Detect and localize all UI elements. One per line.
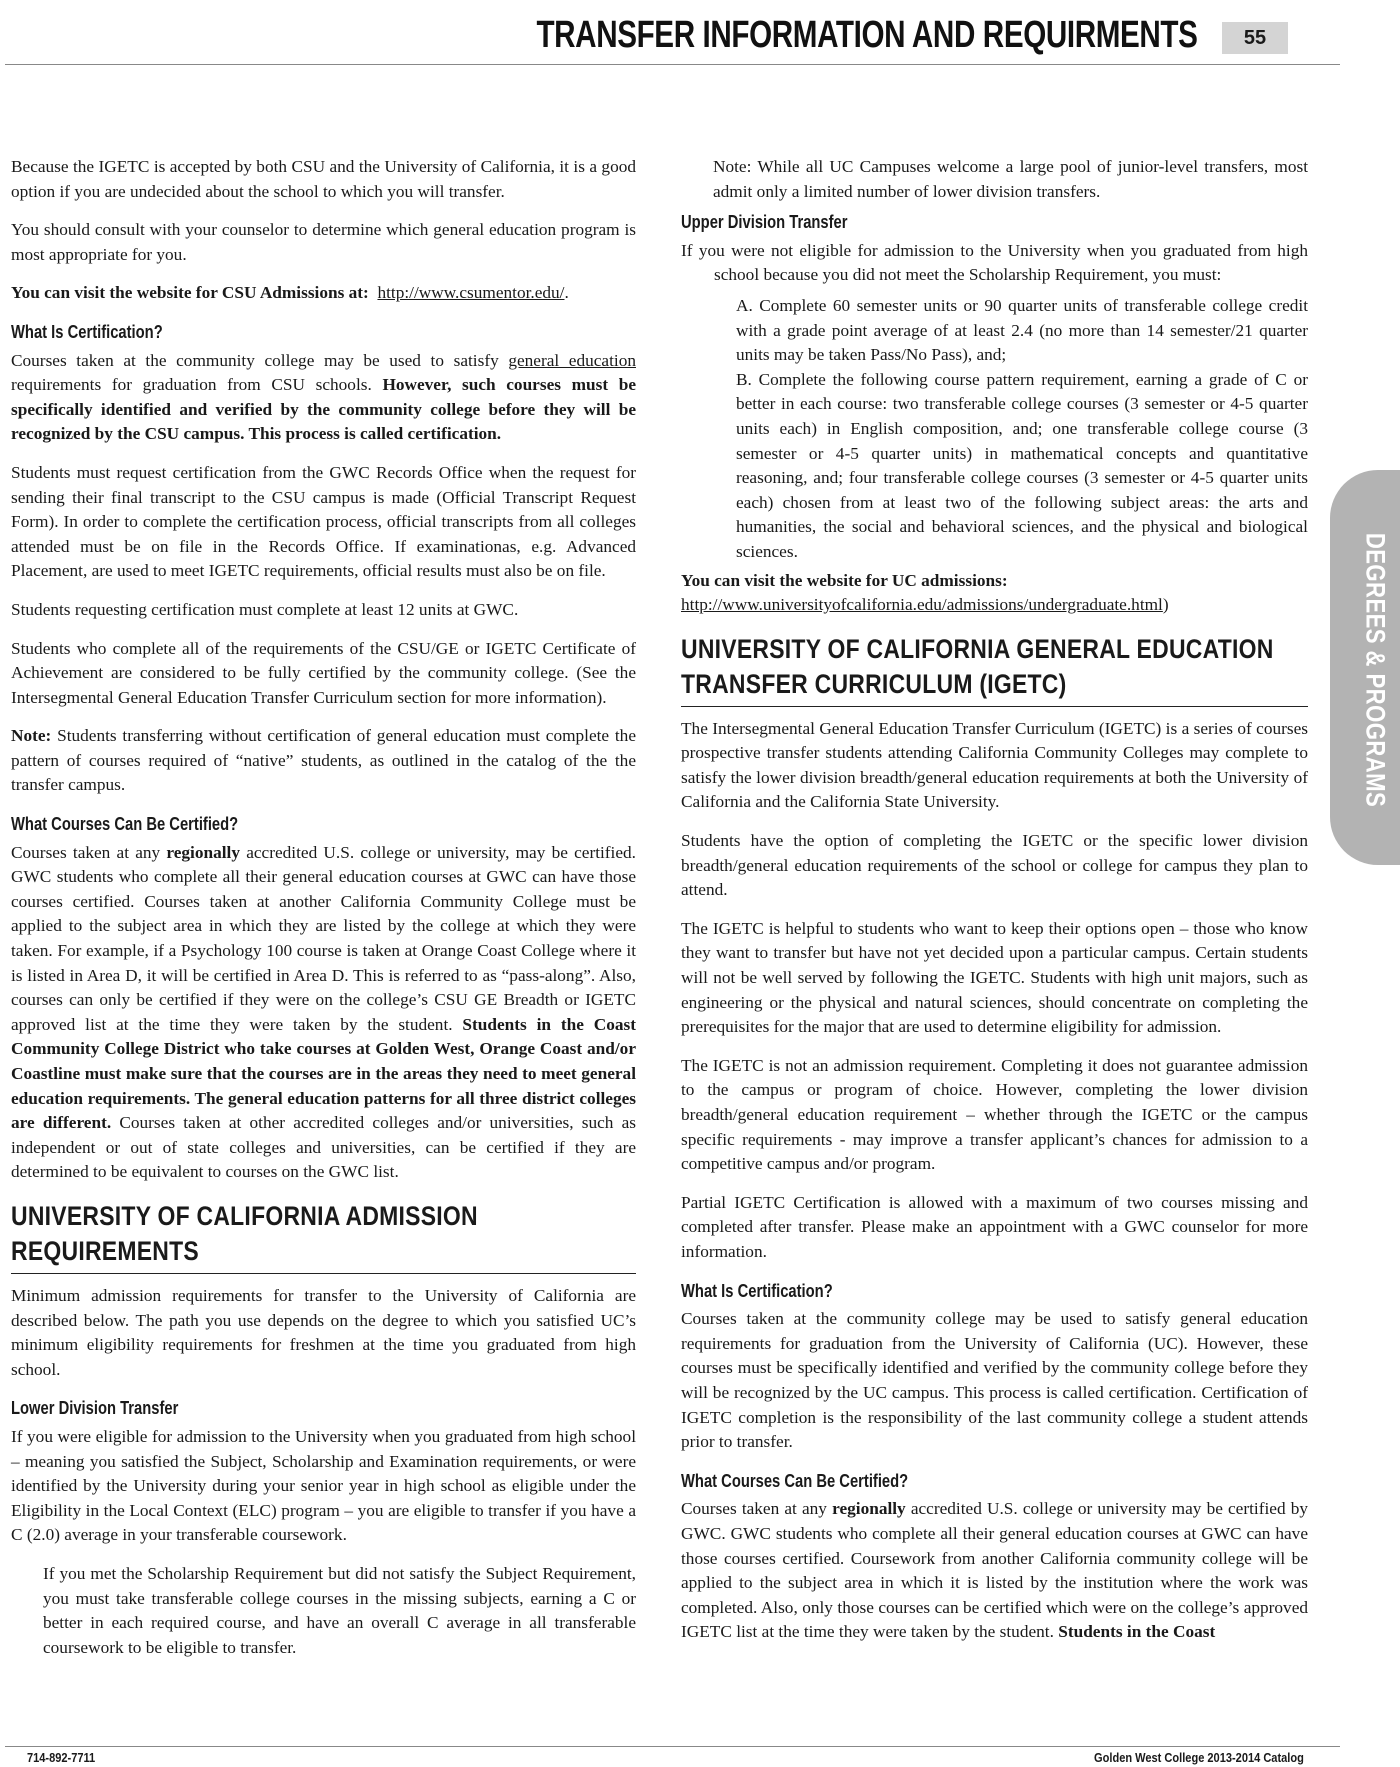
igetc-paragraph-1: The Intersegmental General Education Transfer Curriculum (IGETC) is a series of courses prospective transfer students attending California Community Colleges may complete to satisfy the lower division breadth/general education requirements at both the University of California and the California State University. <box>681 718 1308 812</box>
fully-certified-paragraph: Students who complete all of the requirements of the CSU/GE or IGETC Certificate of Achievement are considered to be fully certified by the community college. (See the Intersegmental General Education Transfer Curriculum section for more information). <box>11 638 636 707</box>
footer-divider <box>5 1746 1340 1747</box>
uc-certification-paragraph: Courses taken at the community college may be used to satisfy general education requirements for graduation from the University of California (UC). However, these courses must be specifically identified and verified by the community college before they will be recognized by the UC campus. This process is called certification. Certification of IGETC completion is the responsibility of the last community college a student attends prior to transfer. <box>681 1309 1308 1452</box>
partial-igetc-paragraph: Partial IGETC Certification is allowed with a maximum of two courses missing and completed after transfer. Please make an appointment with a GWC counselor for more information. <box>681 1192 1308 1261</box>
right-column <box>681 155 1308 1659</box>
courses-text-c: Courses taken at other accredited colleges and/or universities, such as independent or out of state colleges and universities, can be certified if they are determined to be equivalent to courses on the GWC list. <box>11 1113 636 1182</box>
footer-phone: 714-892-7711 <box>27 1750 96 1765</box>
intro-paragraph: Because the IGETC is accepted by both CSU and the University of California, it is a good option if you are undecided about the school to which you will transfer. <box>11 157 636 201</box>
section-heading-line-2: TRANSFER CURRICULUM (IGETC) <box>681 668 1067 699</box>
courses-bold-regionally: regionally <box>832 1499 906 1519</box>
section-divider <box>11 1273 636 1274</box>
upper-division-paragraph: If you were not eligible for admission to the University when you graduated from high school because you did not meet the Scholarship Requirement, you must: <box>681 240 1308 285</box>
note-text: Students transferring without certification of general education must complete the pattern of courses required of “native” students, as outlined in the catalog of the the transfer campus. <box>11 726 636 795</box>
igetc-paragraph-2: Students have the option of completing the IGETC or the specific lower division breadth/general education requirements of the school or college for campus they plan to attend. <box>681 831 1308 900</box>
igetc-paragraph-4: The IGETC is not an admission requirement. Completing it does not guarantee admission to the campus or program of choice. However, completing the lower division breadth/general education requirement – whether through the IGETC or the campus specific requirements - may improve a transfer applicant’s chances for admission to a competitive campus and/or program. <box>681 1055 1308 1174</box>
uc-website-label: You can visit the website for UC admissions: <box>681 570 1008 590</box>
uc-website-line <box>681 569 1308 618</box>
page-number: 55 <box>1222 22 1288 54</box>
subheading-what-is-certification: What Is Certification? <box>11 321 163 342</box>
courses-paragraph <box>11 841 636 1185</box>
section-divider <box>681 706 1308 707</box>
scholarship-paragraph: If you met the Scholarship Requirement but did not satisfy the Subject Requirement, you must take transferable college courses in the missing subjects, earning a C or better in each required course, and have an overall C average in all transferable coursework to be eligible to transfer. <box>43 1563 636 1657</box>
page-title: TRANSFER INFORMATION AND REQUIRMENTS <box>536 14 1198 56</box>
section-heading-line-1: UNIVERSITY OF CALIFORNIA GENERAL EDUCATION <box>681 633 1274 664</box>
request-certification-paragraph: Students must request certification from the GWC Records Office when the request for sending their final transcript to the CSU campus is made (Official Transcript Request Form). In order to complete the certification process, official transcripts from all colleges attended must be on file in the Records Office. If examinationas, e.g. Advanced Placement, are used to meet IGETC requirements, official results must also be on file. <box>11 462 636 581</box>
courses-text-b: accredited U.S. college or university may be certified by GWC. GWC students who complete all their general education courses at GWC can have those courses certified. Coursework from another California community college will be applied to the subject area in which it is listed by the institution where the work was completed. Also, only those courses can be certified which were on the college’s approved IGETC list at the time they were taken by the student. <box>681 1499 1309 1642</box>
lower-division-paragraph: If you were eligible for admission to the University when you graduated from high school – meaning you satisfied the Subject, Scholarship and Examination requirements, or were identified by the University during your senior year in high school as eligible under the Eligibility in the Local Context (ELC) program – you are eligible to transfer if you have a C (2.0) average in your transferable coursework. <box>11 1426 636 1545</box>
page-header <box>0 0 1400 66</box>
cert-text-bold: However, such courses must be specifically identified and verified by the community college before they will be recognized by the CSU campus. This process is called certification. <box>11 375 637 444</box>
subheading-what-courses: What Courses Can Be Certified? <box>11 814 239 835</box>
list-item-a: A. Complete 60 semester units or 90 quarter units of transferable college credit with a grade point average of at least 2.4 (no more than 14 semester/21 quarter units may be taken Pass/No Pass), and; <box>736 295 1308 365</box>
csu-website-link[interactable]: http://www.csumentor.edu/ <box>377 283 565 303</box>
general-education-link[interactable]: general education <box>508 350 636 370</box>
uc-note-paragraph: Note: While all UC Campuses welcome a large pool of junior-level transfers, most admit only a limited number of lower division transfers. <box>713 157 1308 201</box>
header-divider <box>5 64 1340 65</box>
csu-website-label: You can visit the website for CSU Admissions at: <box>11 283 369 303</box>
section-heading-uc-admission <box>11 1199 638 1269</box>
minimum-requirements-paragraph: Minimum admission requirements for transfer to the University of California are described below. The path you use depends on the degree to which you satisfied UC’s minimum eligibility requirements for freshmen at the time you graduated from high school. <box>11 1285 636 1379</box>
cert-text-a: Courses taken at the community college may be used to satisfy <box>11 350 509 370</box>
subheading-what-is-certification: What Is Certification? <box>681 1280 833 1301</box>
csu-website-end: . <box>564 283 569 303</box>
uc-website-link[interactable]: http://www.universityofcalifornia.edu/admissions/undergraduate.html <box>681 595 1163 615</box>
twelve-units-paragraph: Students requesting certification must complete at least 12 units at GWC. <box>11 599 519 619</box>
left-column <box>11 155 636 1674</box>
certification-paragraph <box>11 349 636 447</box>
counselor-paragraph: You should consult with your counselor to determine which general education program is most appropriate for you. <box>11 220 636 264</box>
igetc-paragraph-3: The IGETC is helpful to students who want to keep their options open – those who know they want to transfer but have not yet decided upon a particular campus. Certain students will not be well served by following the IGETC. Students with high unit majors, such as engineering or the physical and natural sciences, should concentrate on completing the prerequisites for the major that are used to determine eligibility for admission. <box>681 918 1308 1037</box>
note-label: Note: <box>11 726 52 746</box>
courses-bold-coast: Students in the Coast <box>1058 1622 1216 1642</box>
cert-text-b: requirements for graduation from CSU schools. <box>11 375 383 395</box>
note-paragraph <box>11 724 636 798</box>
section-heading-line-1: UNIVERSITY OF CALIFORNIA ADMISSION <box>11 1200 478 1231</box>
uc-courses-paragraph <box>681 1497 1308 1645</box>
side-tab-label: DEGREES & PROGRAMS <box>1360 532 1391 808</box>
section-heading-igetc <box>681 632 1310 702</box>
csu-website-line <box>11 281 636 306</box>
section-heading-line-2: REQUIREMENTS <box>11 1235 199 1266</box>
subheading-what-courses: What Courses Can Be Certified? <box>681 1470 909 1491</box>
courses-bold-district: Students in the Coast Community College District who take courses at Golden West, Orange Coast and/or Coastline must make sure that the courses are in the areas they need to meet general education requirements. The general education patterns for all three district colleges are different. <box>11 1014 636 1133</box>
uc-website-end: ) <box>1162 595 1169 615</box>
subheading-upper-division: Upper Division Transfer <box>681 212 848 233</box>
list-item-b: B. Complete the following course pattern requirement, earning a grade of C or better in each course: two transferable college courses (3 semester or 4-5 quarter units each) in English composition, and; one transferable college course (3 semester or 4-5 quarter units) in mathematical concepts and quantitative reasoning, and; four transferable college courses (3 semester or 4-5 quarter units each) chosen from at least two of the following subject areas: the arts and humanities, the social and behavioral sciences, and the physical and biological sciences. <box>736 369 1308 561</box>
courses-text-b: accredited U.S. college or university, may be certified. GWC students who complete all their general education courses at GWC can have those courses certified. Courses taken at another California Community College must be applied to the subject area in which they are listed by the college at which they were taken. For example, if a Psychology 100 course is taken at Orange Coast College where it is listed in Area D, it will be certified in Area D. This is referred to as “pass-along”. Also, courses can only be certified if they were on the college’s CSU GE Breadth or IGETC approved list at the time they were taken by the student. <box>11 842 636 1034</box>
courses-bold-regionally: regionally <box>166 842 240 862</box>
subheading-lower-division: Lower Division Transfer <box>11 1398 179 1419</box>
footer-catalog: Golden West College 2013-2014 Catalog <box>1094 1750 1304 1765</box>
courses-text-a: Courses taken at any <box>11 842 167 862</box>
courses-text-a: Courses taken at any <box>681 1499 833 1519</box>
side-tab-label-wrapper <box>1354 532 1396 808</box>
